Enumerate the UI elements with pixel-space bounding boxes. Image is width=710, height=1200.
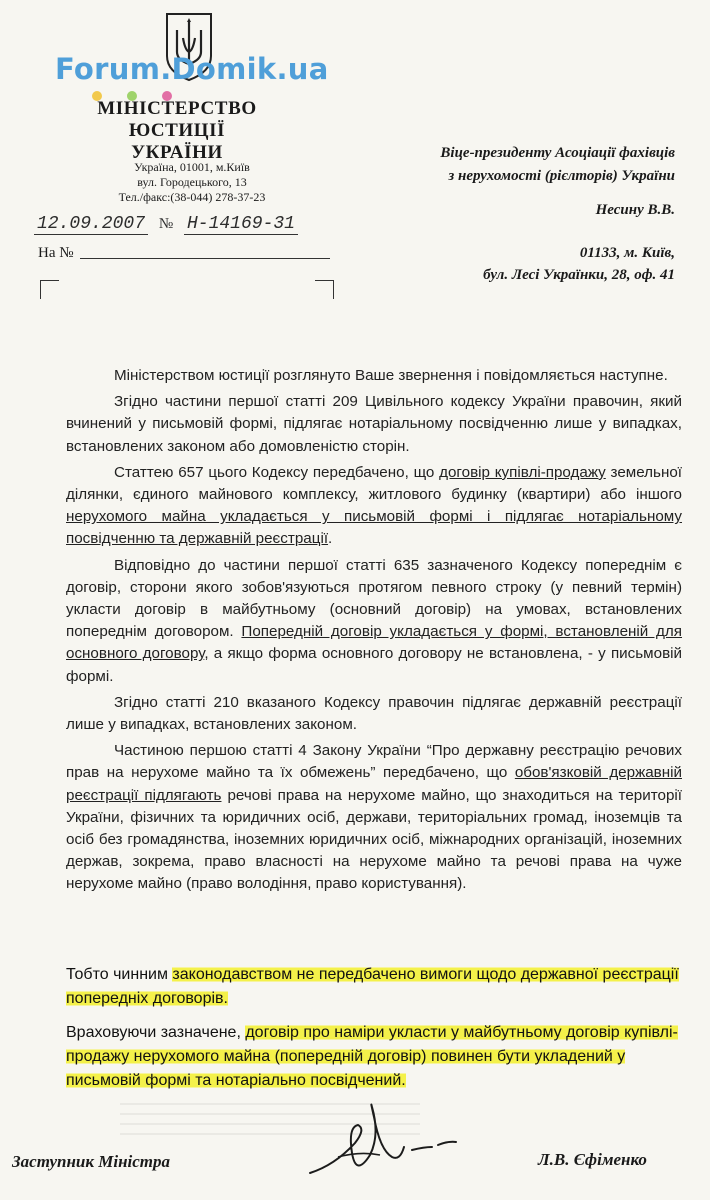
ministry-name bbox=[52, 98, 302, 164]
p3-text-c: земельної ділянки, єдиного майнового комплексу, житлового будинку (квартири) або іншого bbox=[66, 463, 683, 504]
recipient-street: бул. Лесі Українки, 28, оф. 41 bbox=[483, 267, 675, 283]
c2-text: Враховуючи зазначене, bbox=[66, 1024, 246, 1041]
address-line2: вул. Городецького, 13 bbox=[137, 175, 247, 189]
outgoing-number: Н-14169-31 bbox=[184, 214, 298, 235]
recipient-address bbox=[360, 242, 675, 286]
reply-to-line bbox=[38, 245, 330, 262]
p3-underline-b: нерухомого майна укладається у письмовій формі і підлягає нотаріальному посвідченню та державній реєстрації bbox=[66, 508, 682, 548]
ministry-address bbox=[92, 160, 292, 205]
reply-to-label: На № bbox=[38, 245, 74, 261]
recipient-city: 01133, м. Київ, bbox=[579, 245, 675, 261]
letter-body bbox=[66, 365, 682, 900]
c2-highlight: договір про наміри укласти у майбутньому договір купівлі-продажу нерухомого майна (попередній договір) повинен бути укладений у письмовій формі та нотаріально посвідчений. bbox=[66, 1024, 678, 1089]
paragraph-3 bbox=[66, 462, 682, 551]
reply-to-rule bbox=[80, 258, 330, 259]
p4-text-c: , а якщо форма основного договору не встановлена, - у письмовій формі. bbox=[66, 645, 682, 685]
ministry-line2: УКРАЇНИ bbox=[131, 142, 223, 163]
recipient-line2: з нерухомості (рієлторів) України bbox=[448, 168, 675, 184]
handwritten-signature-icon bbox=[300, 1095, 460, 1190]
recipient-line1: Віце-президенту Асоціації фахівців bbox=[440, 145, 675, 161]
p6-text-c: речові права на нерухоме майно, що знаходиться на території України, фізичних та юридичних осіб, держави, територіальних громад, іноземців та осіб без громадянства, іноземних юридичних осіб, міжнародних організацій, іноземних держав, зокрема, право власності на нерухоме майно та речові права на чуже нерухоме майно (право володіння, право користування). bbox=[66, 786, 682, 893]
paragraph-5: Згідно статті 210 вказаного Кодексу правочин підлягає державній реєстрації лише у випадках, встановлених законом. bbox=[66, 693, 682, 734]
outgoing-date: 12.09.2007 bbox=[34, 214, 148, 235]
paragraph-2: Згідно частини першої статті 209 Цивільного кодексу України правочин, який вчинений у письмовій формі, підлягає нотаріальному посвідченню лише у випадках, встановлених законом або домовленістю сторін. bbox=[66, 393, 682, 455]
corner-mark-right bbox=[315, 280, 334, 299]
signer-title: Заступник Міністра bbox=[12, 1152, 171, 1171]
outgoing-date-number bbox=[34, 214, 298, 234]
paragraph-6 bbox=[66, 740, 682, 895]
c1-highlight: законодавством не передбачено вимоги щодо державної реєстрації попередніх договорів. bbox=[66, 966, 679, 1007]
conclusion-1 bbox=[66, 963, 682, 1011]
c1-text: Тобто чинним bbox=[66, 966, 173, 983]
paragraph-4 bbox=[66, 555, 682, 688]
conclusion bbox=[66, 963, 682, 1103]
address-line1: Україна, 01001, м.Київ bbox=[134, 160, 250, 174]
p3-text-e: . bbox=[328, 530, 333, 548]
recipient-position bbox=[360, 142, 675, 188]
number-label: № bbox=[158, 216, 174, 232]
p3-underline-a: договір купівлі-продажу bbox=[439, 463, 606, 481]
recipient-name: Несину В.В. bbox=[595, 202, 675, 218]
address-line3: Тел./факс:(38-044) 278-37-23 bbox=[118, 190, 266, 204]
p6-underline: обов'язковій державній реєстрації підлягають bbox=[66, 764, 682, 804]
paragraph-1: Міністерством юстиції розглянуто Ваше звернення і повідомляється наступне. bbox=[114, 367, 668, 384]
p4-underline: Попередній договір укладається у формі, встановленій для основного договору bbox=[66, 623, 683, 663]
watermark: Forum.Domik.ua bbox=[55, 52, 329, 86]
corner-mark-left bbox=[40, 280, 59, 299]
p3-text-a: Статтею 657 цього Кодексу передбачено, що bbox=[114, 463, 440, 481]
conclusion-2 bbox=[66, 1021, 682, 1093]
ministry-line1: МІНІСТЕРСТВО ЮСТИЦІЇ bbox=[97, 98, 257, 141]
p6-text-a: Частиною першою статті 4 Закону України “Про державну реєстрацію речових прав на нерухоме майно та їх обмежень” передбачено, що bbox=[66, 742, 682, 782]
p4-text-a: Відповідно до частини першої статті 635 зазначеного Кодексу попереднім є договір, сторони якого зобов'язуються протягом певного строку (у певний термін) укласти договір в майбутньому (основний договір) на умовах, встановлених попереднім договором. bbox=[66, 556, 682, 641]
signer-name: Л.В. Єфіменко bbox=[538, 1150, 647, 1169]
